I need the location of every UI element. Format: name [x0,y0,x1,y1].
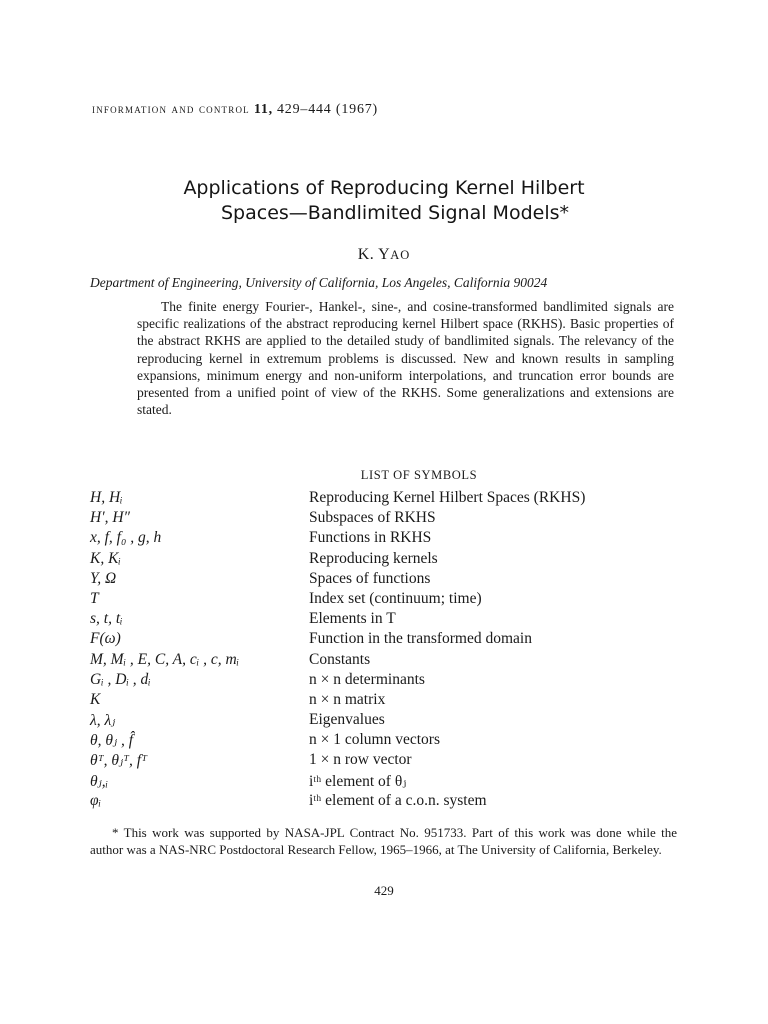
footnote-text: * This work was supported by NASA-JPL Contract No. 951733. Part of this work was done while the author was a NAS-NRC Postdoctoral Research Fellow, 1965–1966, at The University of California, Berkeley. [90,825,677,857]
symbol-row [90,691,690,711]
symbol-notation: T [90,589,99,607]
symbol-description: Eigenvalues [309,711,385,729]
symbol-notation: H′, H″ [90,509,130,527]
symbol-row [90,509,690,529]
symbol-row [90,651,690,671]
symbol-description: Index set (continuum; time) [309,589,482,607]
symbol-description: Elements in T [309,610,396,628]
symbol-notation: s, t, tᵢ [90,610,123,628]
symbol-notation: K [90,690,101,708]
symbol-notation: Y, Ω [90,569,117,587]
symbol-description: Subspaces of RKHS [309,509,436,527]
symbol-notation: φᵢ [90,791,102,809]
author-surname-rest: AO [390,248,411,262]
symbol-description: Reproducing kernels [309,549,438,567]
symbol-notation: K, Kᵢ [90,549,121,567]
symbol-notation: F(ω) [90,630,121,648]
symbol-notation: H, Hᵢ [90,489,123,506]
symbol-description: 1 × n row vector [309,751,412,769]
paper-title [0,176,768,226]
symbol-row [90,550,690,570]
author-initial: K. Y [357,246,391,263]
symbol-description: n × n matrix [309,690,386,708]
symbols-table [90,489,690,812]
symbol-notation: θ, θⱼ , f̂ [90,732,134,750]
journal-header [92,102,378,118]
symbol-row [90,489,690,509]
symbol-row [90,529,690,549]
symbol-notation: Gᵢ , Dᵢ , dᵢ [90,670,151,688]
symbol-row [90,630,690,650]
symbol-description: Functions in RKHS [309,529,432,547]
symbol-notation: x, f, f₀ , g, h [90,529,162,547]
symbol-row [90,772,690,792]
symbol-description: Reproducing Kernel Hilbert Spaces (RKHS) [309,489,586,506]
symbol-row [90,570,690,590]
symbol-row [90,751,690,771]
symbol-description: n × 1 column vectors [309,731,440,749]
symbol-row [90,711,690,731]
symbol-row [90,610,690,630]
journal-volume: 11, [253,102,273,117]
symbol-description: Function in the transformed domain [309,630,532,648]
symbols-heading: LIST OF SYMBOLS [360,468,478,482]
title-line-2: Spaces—Bandlimited Signal Models* [220,202,569,224]
symbol-notation: θᵀ, θⱼᵀ, fᵀ [90,752,148,770]
abstract [137,298,674,418]
abstract-text: The finite energy Fourier-, Hankel-, sine-, and cosine-transformed bandlimited signals are specific realizations of the abstract reproducing kernel Hilbert space (RKHS). Basic properties of the abstract RKHS are applied to the detailed study of bandlimited signals. The relevancy of the reproducing kernel in extremum problems is discussed. New and known results in sampling expansions, minimum energy and non-uniform interpolations, and truncation error bounds are presented from a unified point of view of the RKHS. Some generalizations and extensions are stated. [137,299,674,418]
symbol-row [90,590,690,610]
symbol-description: n × n determinants [309,670,425,688]
journal-name: information and control [92,102,250,116]
symbol-row [90,731,690,751]
symbol-notation: λ, λⱼ [90,712,116,730]
symbol-notation: θⱼ,ᵢ [90,772,109,790]
author-affiliation: Department of Engineering, University of California, Los Angeles, California 90024 [90,275,548,290]
page-number: 429 [374,883,394,898]
author-name [0,246,768,264]
symbol-notation: M, Mᵢ , E, C, A, cᵢ , c, mᵢ [90,650,240,668]
journal-pages: 429–444 (1967) [277,102,379,117]
symbol-row [90,792,690,812]
symbol-row [90,671,690,691]
footnote [90,824,677,858]
symbol-description: iᵗʰ element of θⱼ [309,772,407,790]
title-line-1: Applications of Reproducing Kernel Hilbert [183,177,585,199]
symbol-description: Spaces of functions [309,569,431,587]
symbol-description: iᵗʰ element of a c.o.n. system [309,791,487,809]
symbol-description: Constants [309,650,371,668]
